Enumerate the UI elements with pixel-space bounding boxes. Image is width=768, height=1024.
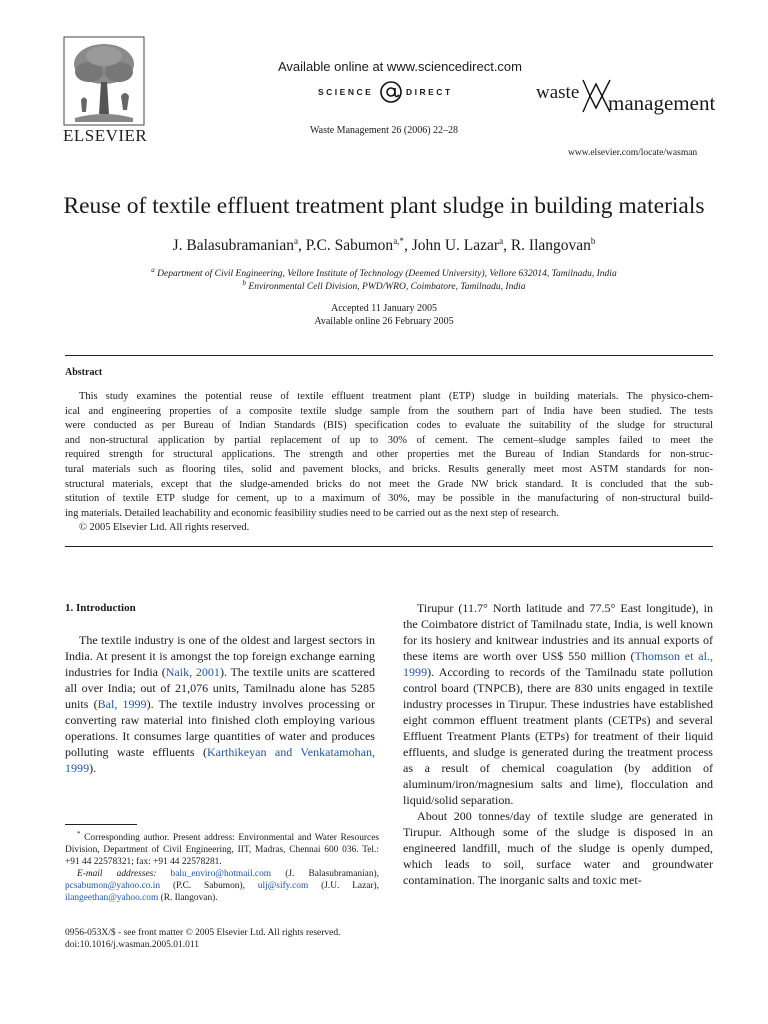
- sd-right-text: DIRECT: [406, 87, 453, 97]
- email-owner: (J. Balasubramanian),: [271, 868, 379, 879]
- author-affil-mark: a,*: [393, 236, 404, 246]
- affiliation-a: [0, 266, 768, 279]
- journal-url[interactable]: www.elsevier.com/locate/wasman: [568, 148, 698, 158]
- email-link[interactable]: balu_enviro@hotmail.com: [170, 868, 272, 879]
- author-affil-mark: a: [499, 236, 504, 246]
- paragraph-text: ).: [89, 761, 97, 775]
- issn-line: 0956-053X/$ - see front matter © 2005 Elsevier Ltd. All rights reserved.: [65, 928, 341, 938]
- section-heading: 1. Introduction: [65, 602, 136, 614]
- body-paragraph: [403, 600, 713, 808]
- elsevier-tree-icon: [63, 36, 145, 128]
- citation-link[interactable]: Thomson et al., 1999: [403, 649, 713, 679]
- author-name: P.C. Sabumon: [305, 237, 394, 255]
- right-column-text: [403, 600, 713, 888]
- affiliation-text: Department of Civil Engineering, Vellore Institute of Technology (Deemed University), Vellore 632014, Tamilnadu, India: [157, 269, 617, 280]
- article-dates: [0, 302, 768, 328]
- abstract-line: required strength for structural applications. The strength and other properties met the Bureau of Indian Standards for non-struc-: [65, 449, 713, 461]
- footnote-body: Corresponding author. Present address: Environmental and Water Resources Division, Department of Civil Engineering, IIT, Madras, Chennai 600 036. Tel.: +91 44 22578321; fax: +91 44 22578281.: [65, 833, 380, 867]
- email-owner: (R. Ilangovan).: [158, 892, 218, 903]
- citation-link[interactable]: Bal, 1999: [97, 697, 147, 711]
- abstract-line: were conducted as per Bureau of Indian Standards (BIS) specification codes to evaluate the suitability of the sludge for structural: [65, 420, 713, 432]
- footnote-mark: *: [77, 830, 81, 838]
- sciencedirect-logo: [318, 80, 468, 104]
- divider-top: [65, 355, 713, 356]
- author-affil-mark: a: [294, 236, 298, 246]
- email-owner: (P.C. Sabumon),: [160, 880, 258, 891]
- author-separator: ,: [403, 237, 412, 255]
- journal-logo: [536, 78, 716, 118]
- citation-link[interactable]: Naik, 2001: [165, 665, 220, 679]
- publisher-name: ELSEVIER: [63, 126, 148, 145]
- abstract-line: tural materials such as flooring tiles, solid and pavement blocks, and bricks. Results generally meet most ASTM standards for non-: [65, 463, 713, 475]
- affiliation-text: Environmental Cell Division, PWD/WRO, Coimbatore, Tamilnadu, India: [248, 282, 526, 293]
- elsevier-logo: [63, 36, 148, 146]
- author-list: [0, 236, 768, 255]
- bottom-metadata: [65, 927, 341, 951]
- accepted-date: Accepted 11 January 2005: [331, 303, 437, 314]
- footnote-divider: [65, 824, 137, 825]
- abstract-line: structural materials, except that the sludge-amended bricks do not meet the Grade NW brick standard. It is concluded that the sub-: [65, 478, 713, 490]
- paragraph-text: ). According to records of the Tamilnadu state pollution control board (TNPCB), there are 830 units engaged in textile industry processes in Tirupur. These industries have established eight common effluent treatment plants (CETPs) and several Effluent Treatment Plants (ETPs) for treatment of their liquid effluents, and sludge is generated during the treatment process as a result of chemical coagulation (by addition of aluminum/iron/magnesium salts and lime), flocculation and liquid/solid separation.: [403, 665, 713, 807]
- sciencedirect-at-icon: [379, 80, 403, 104]
- copyright-line: © 2005 Elsevier Ltd. All rights reserved.: [79, 522, 250, 534]
- journal-reference: Waste Management 26 (2006) 22–28: [310, 125, 459, 136]
- left-column-text: [65, 632, 375, 776]
- doi-line[interactable]: doi:10.1016/j.wasman.2005.01.011: [65, 940, 199, 950]
- abstract-line: stitution of textile ETP sludge for cement, up to a maximum of 30%, may be possible in the manufacturing of non-structural build-: [65, 493, 713, 505]
- paragraph-text: ). The textile industry involves processing or converting raw material into finished cloth employing various operations. It consumes large quantities of water and produces polluting waste effluents (: [65, 697, 375, 759]
- author-name: John U. Lazar: [411, 237, 500, 255]
- email-link[interactable]: pcsabumon@yahoo.co.in: [65, 880, 161, 891]
- abstract-line: This study examines the potential reuse of textile effluent treatment plant (ETP) sludge in building materials. The physico-chem-: [79, 391, 713, 402]
- journal-name-part-b: management: [608, 91, 716, 115]
- author-separator: ,: [298, 237, 306, 255]
- body-paragraph: About 200 tonnes/day of textile sludge are generated in Tirupur. Although some of the sludge is disposed in an engineered landfill, much of the sludge is openly dumped, which leads to soil, surface water and groundwater contamination. The inorganic salts and toxic met-: [403, 809, 713, 887]
- divider-bottom: [65, 546, 713, 547]
- citation-link[interactable]: Karthikeyan and Venkatamohan, 1999: [65, 745, 375, 775]
- author-name: J. Balasubramanian: [172, 237, 294, 255]
- paragraph-text: The textile industry is one of the oldest and largest sectors in India. At present it is amongst the top foreign exchange earning industries for India (: [65, 633, 375, 679]
- journal-name-part-a: waste: [536, 82, 580, 103]
- footnote-text: [65, 829, 379, 869]
- author-affil-mark: b: [590, 236, 596, 246]
- email-owner: (J.U. Lazar),: [308, 880, 379, 891]
- email-label: E-mail addresses:: [77, 868, 157, 879]
- affiliation-mark: a: [151, 266, 155, 274]
- abstract-heading: Abstract: [65, 367, 103, 378]
- available-date: Available online 26 February 2005: [314, 316, 454, 327]
- affiliation-b: [0, 279, 768, 292]
- footnote-emails: [65, 869, 379, 905]
- available-online-text: Available online at www.sciencedirect.com: [278, 59, 522, 74]
- author-name: R. Ilangovan: [510, 237, 591, 255]
- paragraph-text: Tirupur (11.7° North latitude and 77.5° East longitude), in the Coimbatore district of Tamilnadu state, India, is well known for its hosiery and knitwear industries and its annual exports of these items are worth over US$ 550 million (: [403, 601, 713, 663]
- article-title: Reuse of textile effluent treatment plant sludge in building materials: [63, 193, 705, 219]
- abstract-line: ical and engineering properties of a composite textile sludge sample from the southern part of India have been studied. The tests: [65, 405, 713, 417]
- abstract-line: and non-structural application by partial replacement of up to 30% of cement. The cement–sludge samples failed to meet the: [65, 434, 713, 446]
- abstract-line: ing materials. Detailed leachability and economic feasibility studies need to be carried out as the next step of research.: [65, 507, 559, 519]
- affiliation-mark: b: [242, 279, 247, 287]
- intro-paragraph: [65, 632, 375, 776]
- email-link[interactable]: ilangeethan@yahoo.com: [65, 892, 159, 903]
- paragraph-text: ). The textile units are scattered all over India; out of 21,076 units, Tamilnadu alone has 5285 units (: [65, 665, 375, 711]
- sd-left-text: SCIENCE: [318, 87, 374, 97]
- abstract-body: [65, 390, 713, 536]
- email-link[interactable]: ulj@sify.com: [257, 880, 309, 891]
- footnote: [65, 829, 379, 905]
- author-separator: ,: [503, 237, 511, 255]
